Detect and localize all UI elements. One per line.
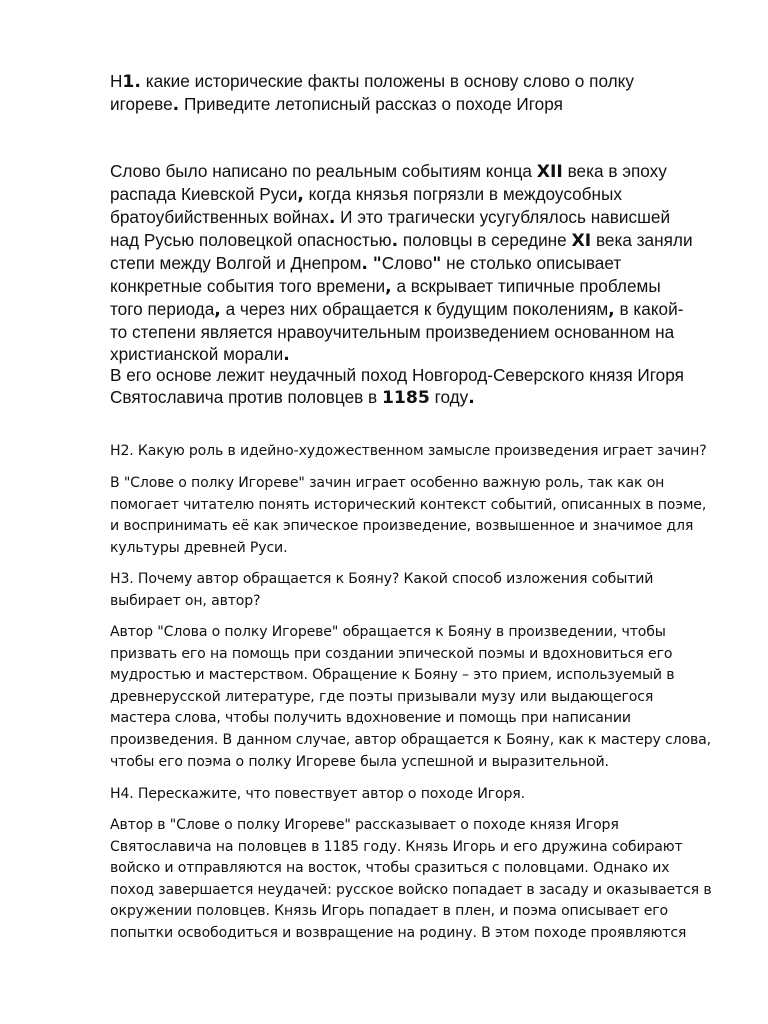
question-1-heading (110, 70, 634, 116)
text-line: то степени является нравоучительным произведением основанном на (110, 322, 675, 342)
text-line: Н4. Перескажите, что повествует автор о походе Игоря. (110, 786, 525, 802)
text-line: мудростью и мастерством. Обращение к Бояну – это прием, используемый в (110, 667, 675, 684)
text-line: Автор "Слова о полку Игореве" обращается к Бояну в произведении, чтобы (110, 624, 666, 640)
text-line: братоубийственных войнах. И это трагически усугублялось нависшей (110, 207, 671, 228)
question-2-answer (110, 473, 706, 559)
text-line: попытки освободиться и возвращение на родину. В этом походе проявляются (110, 924, 687, 941)
text-line: выбирает он, автор? (110, 592, 261, 609)
text-line: войско и отправляются на восток, чтобы сразиться с половцами. Однако их (110, 860, 670, 877)
text-line: конкретные события того времени, а вскрывает типичные проблемы (110, 276, 661, 297)
text-line: мастера слова, чтобы получить вдохновение и помощь при написании (110, 710, 631, 727)
text-line: Слово было написано по реальным событиям конца XII века в эпоху (110, 161, 667, 182)
text-line: В его основе лежит неудачный поход Новгород-Северского князя Игоря (110, 365, 684, 385)
text-line: над Русью половецкой опасностью. половцы в середине XI века заняли (110, 230, 693, 251)
text-line: культуры древней Руси. (110, 539, 288, 556)
question-4-answer (110, 815, 712, 945)
text-line: Святославича на половцев в 1185 году. Князь Игорь и его дружина собирают (110, 838, 683, 855)
text-line: древнерусской литературе, где поэты призывали музу или выдающегося (110, 688, 654, 705)
text-line: помогает читателю понять исторический контекст событий, описанных в поэме, (110, 496, 707, 513)
text-line: чтобы его поэма о полку Игореве была успешной и выразительной. (110, 753, 609, 770)
text-line: В "Слове о полку Игореве" зачин играет особенно важную роль, так как он (110, 475, 665, 491)
text-line: того периода, а через них обращается к будущим поколениям, в какой- (110, 299, 684, 320)
text-line: степи между Волгой и Днепром. "Слово" не столько описывает (110, 253, 622, 274)
text-line: поход завершается неудачей: русское войско попадает в засаду и оказывается в (110, 881, 712, 898)
text-line: Святославича против половцев в 1185 году. (110, 387, 475, 408)
question-4-heading (110, 784, 525, 806)
question-1-answer-continued (110, 364, 684, 409)
text-line: Автор в "Слове о полку Игореве" рассказывает о походе князя Игоря (110, 817, 619, 833)
question-3-heading (110, 569, 653, 612)
question-2-heading (110, 441, 707, 463)
text-line: окружении половцев. Князь Игорь попадает в плен, и поэма описывает его (110, 903, 669, 920)
text-line: Н3. Почему автор обращается к Бояну? Какой способ изложения событий (110, 571, 654, 587)
text-line: Н1. какие исторические факты положены в основу слово о полку (110, 71, 634, 92)
question-1-answer (110, 160, 693, 366)
text-line: распада Киевской Руси, когда князья погрязли в междоусобных (110, 184, 622, 205)
text-line: христианской морали. (110, 344, 290, 365)
question-3-answer (110, 622, 711, 773)
text-line: произведения. В данном случае, автор обращается к Бояну, как к мастеру слова, (110, 731, 711, 748)
text-line: Н2. Какую роль в идейно-художественном замысле произведения играет зачин? (110, 443, 707, 459)
text-line: призвать его на помощь при создании эпической поэмы и вдохновиться его (110, 645, 673, 662)
text-line: игореве. Приведите летописный рассказ о походе Игоря (110, 94, 563, 115)
text-line: и воспринимать её как эпическое произведение, возвышенное и значимое для (110, 518, 694, 535)
